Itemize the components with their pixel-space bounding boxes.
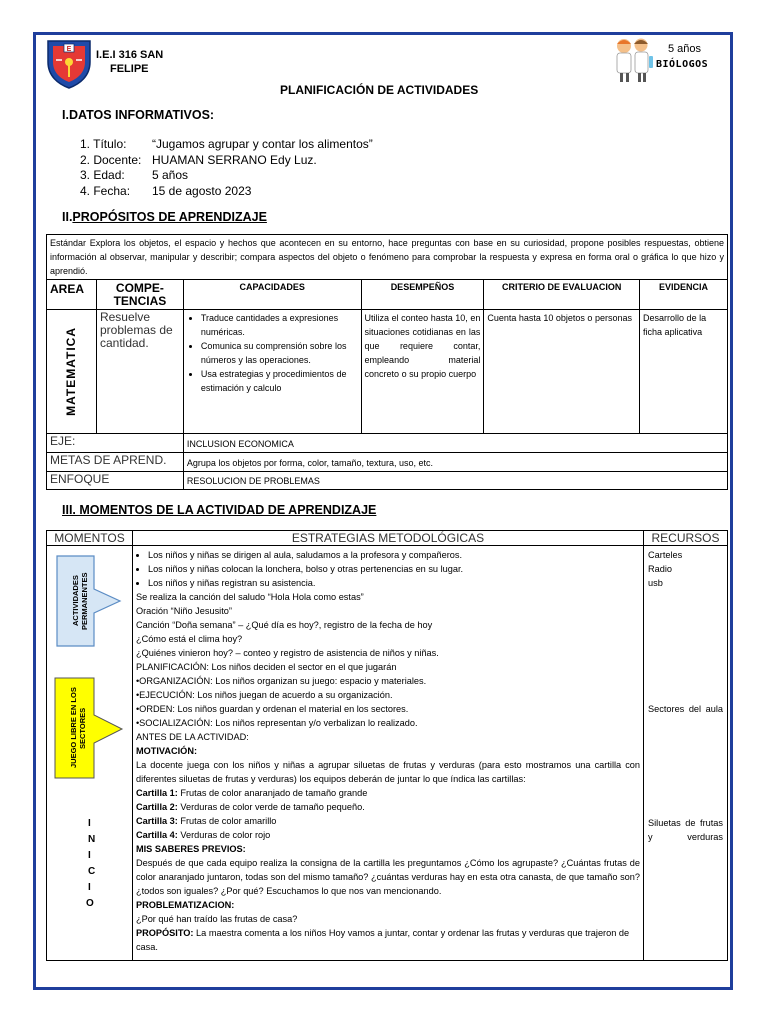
svg-text:E: E	[66, 46, 72, 53]
table-row: METAS DE APREND. Agrupa los objetos por forma, color, tamaño, textura, uso, etc.	[47, 453, 728, 472]
kids-scientists-icon	[610, 36, 656, 84]
desempenos-cell: Utiliza el conteo hasta 10, en situaciones cotidianas en las que requiere contar, empleando material concreto o su propio cuerpo	[361, 310, 484, 434]
datos-list	[80, 137, 373, 199]
section-datos-heading: I.DATOS INFORMATIVOS:	[62, 108, 215, 122]
label-juego-libre: JUEGO LIBRE EN LOS SECTORES	[69, 687, 87, 769]
table-header-row: AREA COMPE-TENCIAS CAPACIDADES DESEMPEÑOS CRITERIO DE EVALUACION EVIDENCIA	[47, 280, 728, 310]
table-row: EJE: INCLUSION ECONOMICA	[47, 434, 728, 453]
inicio-letter: I	[88, 882, 91, 893]
inicio-letter: C	[88, 866, 96, 877]
evidencia-cell: Desarrollo de la ficha aplicativa	[640, 310, 728, 434]
label-permanentes: ACTIVIDADES PERMANENTES	[71, 572, 89, 630]
table-header-row: MOMENTOS ESTRATEGIAS METODOLÓGICAS RECURSOS	[47, 531, 728, 546]
inicio-letter: N	[88, 834, 96, 845]
recursos-cell: Carteles Radio usb Sectores del aula Siluetas de frutas y verduras	[644, 546, 728, 961]
table-row	[47, 546, 728, 961]
inicio-letter: I	[88, 850, 91, 861]
school-crest-icon	[44, 38, 94, 90]
list-item: 2. Docente: HUAMAN SERRANO Edy Luz.	[80, 152, 317, 167]
list-item: 4. Fecha: 15 de agosto 2023	[80, 183, 252, 198]
inicio-letter: O	[86, 898, 94, 909]
standard-text: Estándar Explora los objetos, el espacio y hechos que acontecen en su entorno, hace preguntas con base en su curiosidad, propone posibles respuestas, obtiene información al observar, manipular y describir; compara aspectos del objeto o fenómeno para comprobar la respuesta y expresa en forma oral o gráfica lo que hizo y aprendió.	[47, 235, 728, 280]
momentos-table	[46, 530, 728, 961]
list-item: 3. Edad: 5 años	[80, 168, 189, 182]
propositos-table	[46, 234, 728, 490]
section-momentos-heading: III. MOMENTOS DE LA ACTIVIDAD DE APRENDIZAJE	[62, 503, 377, 517]
area-label: MATEMATICA	[64, 327, 79, 416]
list-item: 1. Título: “Jugamos agrupar y contar los alimentos”	[80, 137, 373, 151]
table-row	[47, 310, 728, 434]
criterio-cell: Cuenta hasta 10 objetos o personas	[484, 310, 640, 434]
page-title: PLANIFICACIÓN DE ACTIVIDADES	[280, 83, 479, 97]
competencia-cell: Resuelve problemas de cantidad.	[96, 310, 183, 434]
inicio-letter: I	[88, 818, 91, 829]
section-propositos-heading: II.PROPÓSITOS DE APRENDIZAJE	[62, 210, 267, 224]
school-name: I.E.I 316 SAN FELIPE	[96, 49, 164, 75]
capacidades-cell: • Traduce cantidades a expresiones numéricas. • Comunica su comprensión sobre los números y las operaciones. • Usa estrategias y procedimientos de estimación y calculo	[183, 310, 361, 434]
group-info: 5 años BIÓLOGOS	[656, 43, 709, 70]
estrategias-cell: • Los niños y niñas se dirigen al aula, saludamos a la profesora y compañeros. • Los niños y niñas colocan la lonchera, bolso y otras pertenencias en su lugar. • Los niños y niñas registran su asistencia. Se realiza la canción del saludo “Hola Hola como estas” Oración “Niño Jesusito” Canción “Doña semana” – ¿Qué día es hoy?, registro de la fecha de hoy ¿Cómo está el clima hoy? ¿Quiénes vinieron hoy? – conteo y registro de asistencia de niños y niñas. PLANIFICACIÓN: Los niños deciden el sector en el que jugarán •ORGANIZACIÓN: Los niños organizan su juego: espacio y materiales. •EJECUCIÓN: Los niños juegan de acuerdo a su organización. •ORDEN: Los niños guardan y ordenan el material en los sectores. •SOCIALIZACIÓN: Los niños representan y/o verbalizan lo realizado. ANTES DE LA ACTIVIDAD: MOTIVACIÓN: La docente juega con los niños y niñas a agrupar siluetas de frutas y verduras (para esto mostramos una cartilla con diferentes siluetas de frutas y verduras) los equipos deberán de juntar lo que índica las cartillas: Cartilla 1: Frutas de color anaranjado de tamaño grande Cartilla 2: Verduras de color verde de tamaño pequeño. Cartilla 3: Frutas de color amarillo Cartilla 4: Verduras de color rojo MIS SABERES PREVIOS: Después de que cada equipo realiza la consigna de la cartilla les preguntamos ¿Cómo los agrupaste? ¿Cuántas frutas de color anaranjado juntaron, todas son del mismo tamaño? ¿cuántas verduras hay en esta otra canasta, de que tamaño son? ¿todos son iguales? ¿Por qué? Escuchamos lo que nos van mencionando. PROBLEMATIZACION: ¿Por qué han traído las frutas de casa? PROPÓSITO: La maestra comenta a los niños Hoy vamos a juntar, contar y ordenar las frutas y verduras que trajeron de casa.	[132, 546, 643, 961]
table-row: ENFOQUE RESOLUCION DE PROBLEMAS	[47, 472, 728, 490]
